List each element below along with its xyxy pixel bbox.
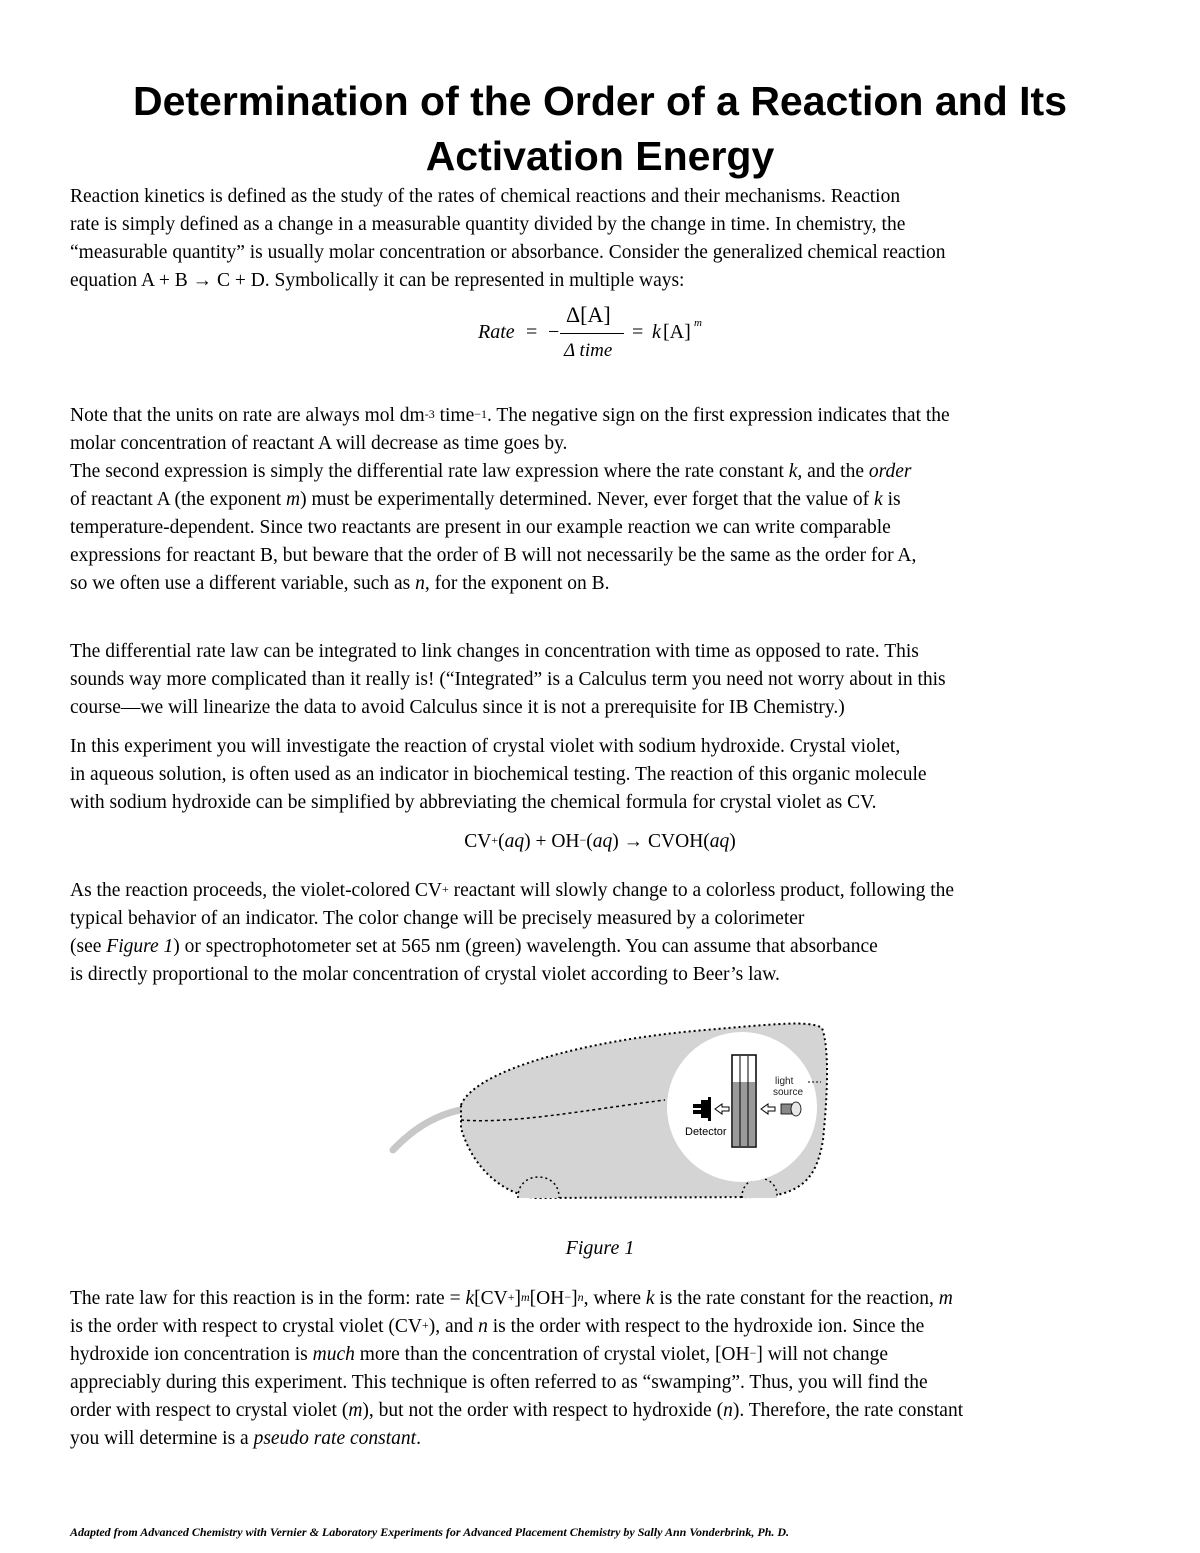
ratelaw-line: you will determine is a pseudo rate constant. xyxy=(70,1428,421,1449)
fraction-bar xyxy=(560,333,624,334)
minus-sign: − xyxy=(548,321,560,343)
rate-constant-k: k xyxy=(652,321,661,343)
cable-icon xyxy=(393,1110,460,1150)
note-line: expressions for reactant B, but beware that the order of B will not necessarily be the same as the order for A, xyxy=(70,545,917,566)
proceeds-line: As the reaction proceeds, the violet-colored CV+ reactant will slowly change to a colorless product, following the xyxy=(70,880,955,901)
ratelaw-line: appreciably during this experiment. This technique is often referred to as “swamping”. Thus, you will find the xyxy=(70,1372,928,1393)
source-label: source xyxy=(773,1087,804,1098)
intro-line: rate is simply defined as a change in a measurable quantity divided by the change in time. In chemistry, the xyxy=(70,214,906,235)
intro-line: equation A + B → C + D. Symbolically it can be represented in multiple ways: xyxy=(70,270,685,291)
detector-label: Detector xyxy=(685,1126,727,1138)
cuvette-solution xyxy=(733,1082,755,1146)
integrated-line: The differential rate law can be integrated to link changes in concentration with time as opposed to rate. This xyxy=(70,641,919,662)
note-line: of reactant A (the exponent m) must be experimentally determined. Never, ever forget that the value of k is xyxy=(70,489,901,510)
proceeds-line: typical behavior of an indicator. The color change will be precisely measured by a colorimeter xyxy=(70,908,805,929)
ratelaw-line: hydroxide ion concentration is much more than the concentration of crystal violet, [OH−] will not change xyxy=(70,1344,888,1365)
intro-line: Reaction kinetics is defined as the study of the rates of chemical reactions and their mechanisms. Reaction xyxy=(70,186,901,207)
fraction-denominator: Δ time xyxy=(564,340,613,361)
experiment-line: in aqueous solution, is often used as an indicator in biochemical testing. The reaction of this organic molecule xyxy=(70,764,927,785)
concentration-a: [A] xyxy=(663,321,691,343)
proceeds-line: is directly proportional to the molar concentration of crystal violet according to Beer’s law. xyxy=(70,964,780,985)
title-line-1: Determination of the Order of a Reaction and Its xyxy=(132,78,1067,124)
reaction-equation: CV+(aq) + OH−(aq) → CVOH(aq) xyxy=(464,831,736,852)
title-line-2: Activation Energy xyxy=(425,133,775,179)
ratelaw-line: is the order with respect to crystal violet (CV+), and n is the order with respect to the hydroxide ion. Since the xyxy=(70,1316,925,1337)
note-line: Note that the units on rate are always mol $dm^{-3}$ time$^{-1}$. The negative sign on the first expression indicates that the xyxy=(70,405,950,426)
note-line: so we often use a different variable, such as n, for the exponent on B. xyxy=(70,573,610,594)
figure-caption: Figure 1 xyxy=(565,1237,635,1259)
experiment-line: with sodium hydroxide can be simplified by abbreviating the chemical formula for crystal violet as CV. xyxy=(70,792,877,813)
note-line: The second expression is simply the differential rate law expression where the rate constant k, and the order xyxy=(70,461,912,482)
order-exponent: m xyxy=(694,317,702,329)
note-line: temperature-dependent. Since two reactants are present in our example reaction we can write comparable xyxy=(70,517,891,538)
integrated-line: sounds way more complicated than it really is! (“Integrated” is a Calculus term you need not worry about in this xyxy=(70,669,946,690)
footer-attribution: Adapted from Advanced Chemistry with Vernier & Laboratory Experiments for Advanced Placement Chemistry by Sally Ann Vonderbrink, Ph. D. xyxy=(70,1525,790,1539)
integrated-line: course—we will linearize the data to avoid Calculus since it is not a prerequisite for IB Chemistry.) xyxy=(70,697,845,718)
equals-sign-2: = xyxy=(632,321,644,343)
ratelaw-line: order with respect to crystal violet (m), but not the order with respect to hydroxide (n). Therefore, the rate constant xyxy=(70,1400,964,1421)
light-label: light xyxy=(775,1076,794,1087)
rate-equation xyxy=(470,300,730,368)
ratelaw-line: The rate law for this reaction is in the form: rate = $k[CV^+]^m[OH^-]^n$, where k is the rate constant for the reaction, m xyxy=(70,1288,953,1309)
light-source-icon xyxy=(781,1102,801,1116)
colorimeter-figure xyxy=(385,1010,835,1210)
proceeds-line: (see Figure 1) or spectrophotometer set at 565 nm (green) wavelength. You can assume that absorbance xyxy=(70,936,878,957)
equals-sign: = xyxy=(526,321,538,343)
note-line: molar concentration of reactant A will decrease as time goes by. xyxy=(70,433,568,454)
rate-label: Rate xyxy=(478,321,515,343)
experiment-line: In this experiment you will investigate the reaction of crystal violet with sodium hydroxide. Crystal violet, xyxy=(70,736,901,757)
document-title xyxy=(40,74,1160,184)
fraction-numerator: Δ[A] xyxy=(566,302,611,327)
intro-line: “measurable quantity” is usually molar concentration or absorbance. Consider the generalized chemical reaction xyxy=(70,242,946,263)
